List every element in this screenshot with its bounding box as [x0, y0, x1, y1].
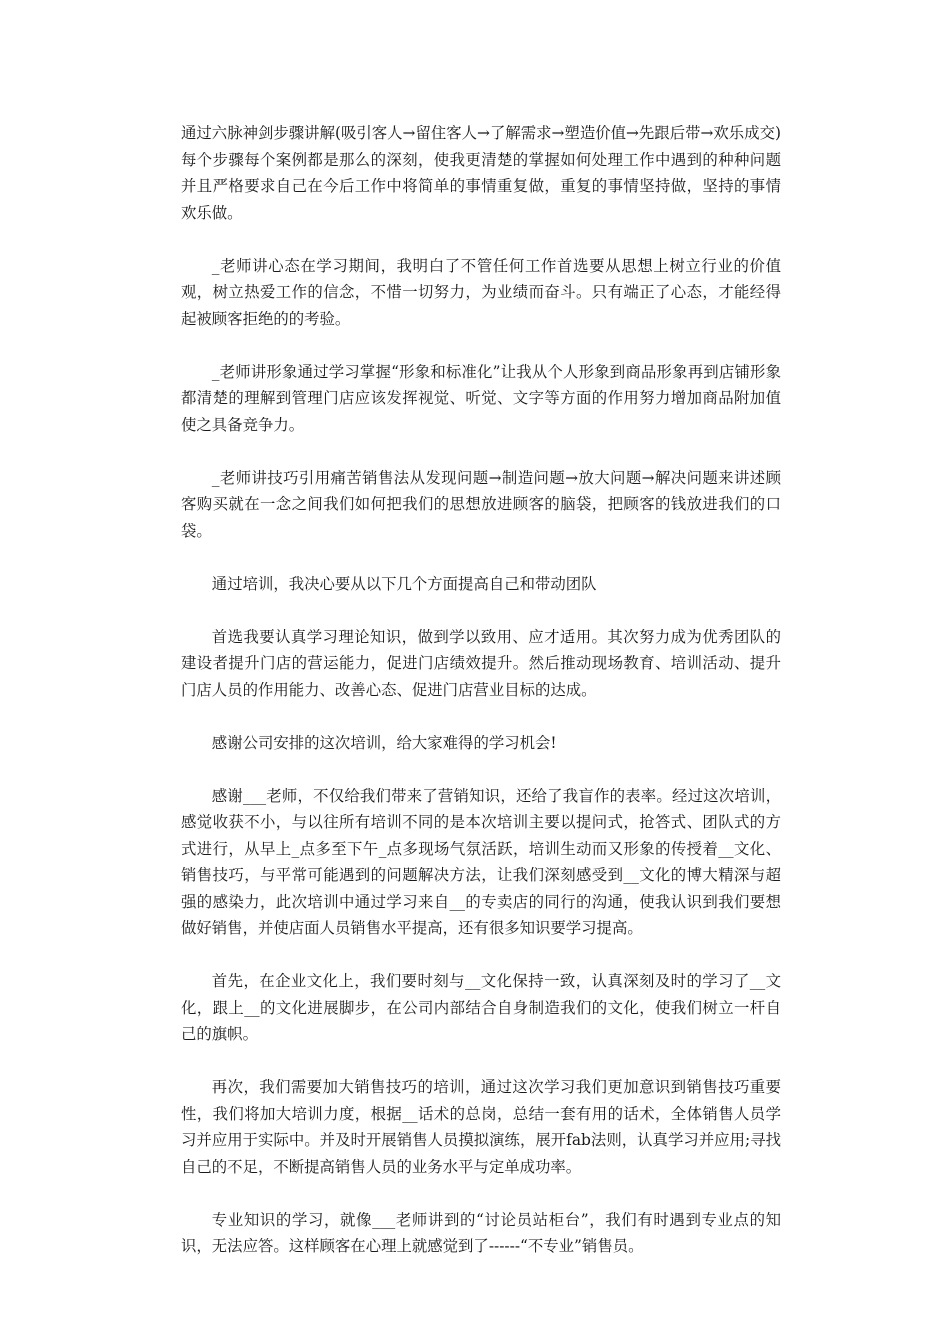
paragraph-resolution: 通过培训，我决心要从以下几个方面提高自己和带动团队	[211, 574, 597, 593]
document-body	[181, 120, 781, 1286]
paragraph-techniques: _老师讲技巧引用痛苦销售法从发现问题→制造问题→放大问题→解决问题来讲述顾客购买就在一念之间我们如何把我们的思想放进顾客的脑袋，把顾客的钱放进我们的口袋。	[181, 468, 781, 540]
paragraph-image: _老师讲形象通过学习掌握“形象和标准化”让我从个人形象到商品形象再到店铺形象都清楚的理解到管理门店应该发挥视觉、听觉、文字等方面的作用努力增加商品附加值使之具备竞争力。	[181, 362, 781, 434]
paragraph-steps: 通过六脉神剑步骤讲解(吸引客人→留住客人→了解需求→塑造价值→先跟后带→欢乐成交)每个步骤每个案例都是那么的深刻，使我更清楚的掌握如何处理工作中遇到的种种问题并且严格要求自己在今后工作中将简单的事情重复做，重复的事情坚持做，坚持的事情欢乐做。	[181, 124, 781, 222]
paragraph-mindset: _老师讲心态在学习期间，我明白了不管任何工作首选要从思想上树立行业的价值观，树立热爱工作的信念，不惜一切努力，为业绩而奋斗。只有端正了心态，才能经得起被顾客拒绝的的考验。	[181, 256, 781, 328]
paragraph-plan: 首选我要认真学习理论知识，做到学以致用、应才适用。其次努力成为优秀团队的建设者提升门店的营运能力，促进门店绩效提升。然后推动现场教育、培训活动、提升门店人员的作用能力、改善心态、促进门店营业目标的达成。	[181, 627, 781, 699]
paragraph-thanks-company: 感谢公司安排的这次培训，给大家难得的学习机会!	[211, 733, 557, 752]
paragraph-product-knowledge: 专业知识的学习，就像___老师讲到的“讨论员站柜台”，我们有时遇到专业点的知识，无法应答。这样顾客在心理上就感觉到了------“不专业”销售员。	[181, 1210, 781, 1255]
paragraph-sales-training: 再次，我们需要加大销售技巧的培训，通过这次学习我们更加意识到销售技巧重要性，我们将加大培训力度，根据__话术的总岗，总结一套有用的话术，全体销售人员学习并应用于实际中。并及时开展销售人员摸拟演练，展开fab法则，认真学习并应用;寻找自己的不足，不断提高销售人员的业务水平与定单成功率。	[181, 1078, 781, 1176]
paragraph-thanks-teacher: 感谢___老师，不仅给我们带来了营销知识，还给了我盲作的表率。经过这次培训，感觉收获不小，与以往所有培训不同的是本次培训主要以提问式，抢答式、团队式的方式进行，从早上_点多至下午_点多现场气氛活跃，培训生动而又形象的传授着__文化、销售技巧，与平常可能遇到的问题解决方法，让我们深刻感受到__文化的博大精深与超强的感染力，此次培训中通过学习来自__的专卖店的同行的沟通，使我认识到我们要想做好销售，并使店面人员销售水平提高，还有很多知识要学习提高。	[181, 786, 781, 937]
paragraph-culture: 首先，在企业文化上，我们要时刻与__文化保持一致，认真深刻及时的学习了__文化，跟上__的文化进展脚步，在公司内部结合自身制造我们的文化，使我们树立一杆自己的旗帜。	[181, 972, 781, 1043]
